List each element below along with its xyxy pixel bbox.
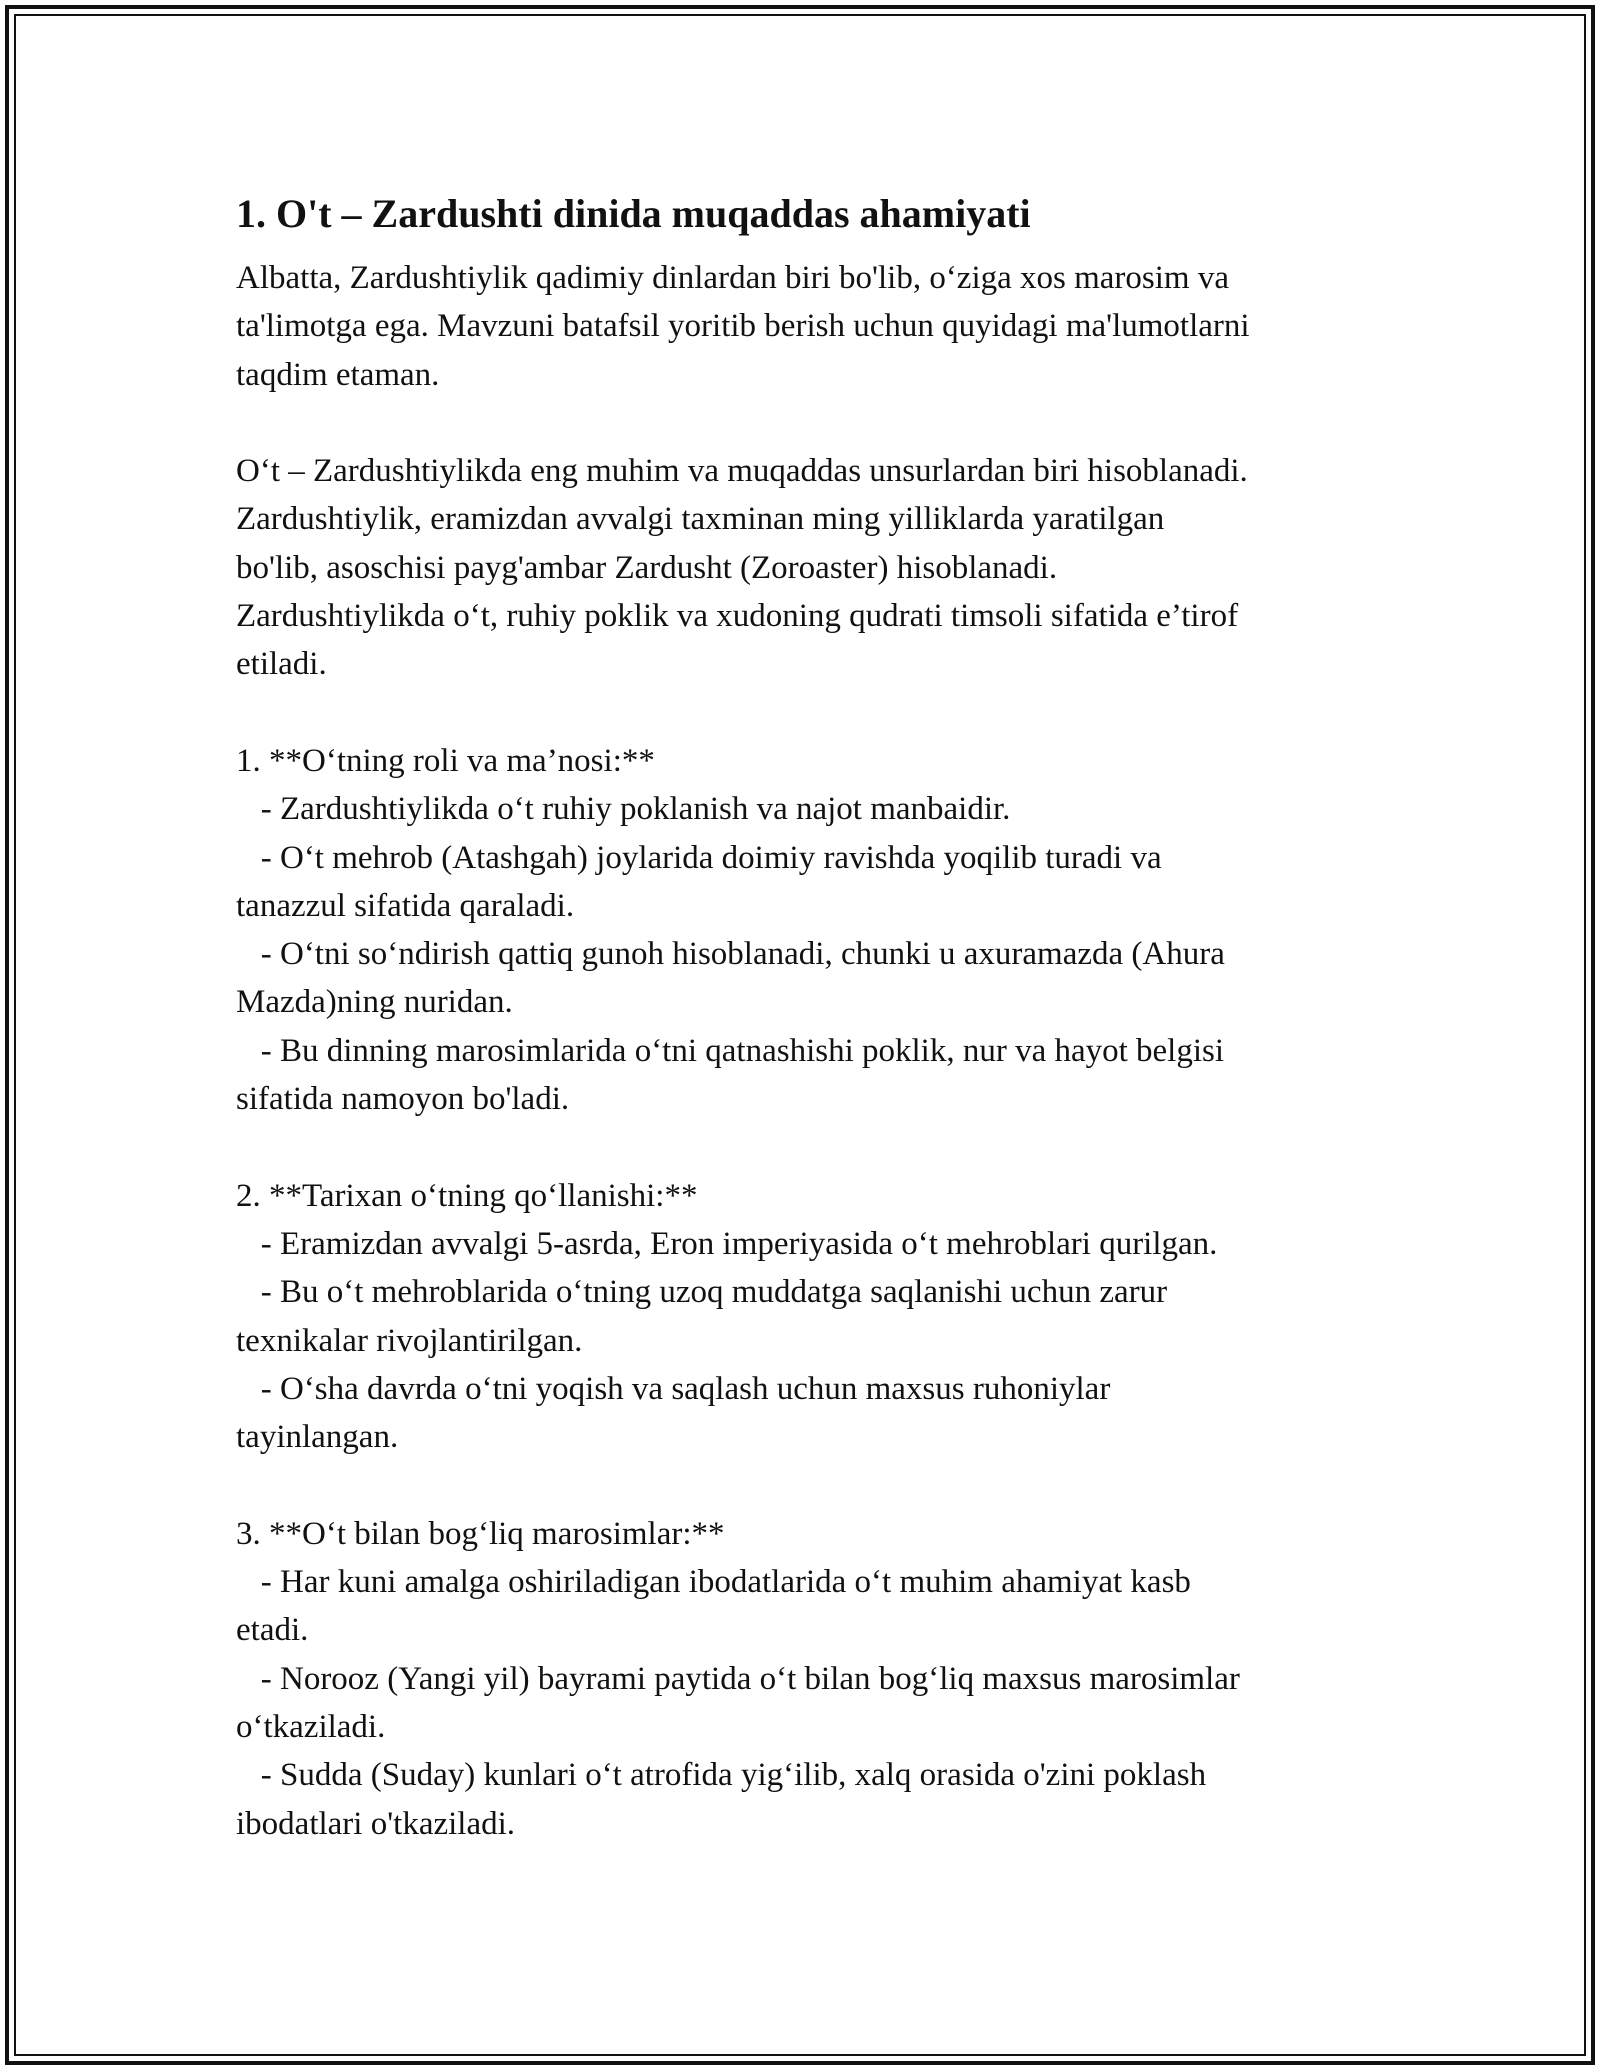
text-line: 3. **O‘t bilan bog‘liq marosimlar:** — [236, 1515, 725, 1552]
text-line: Zardushtiylik, eramizdan avvalgi taxminan ming yilliklarda yaratilgan — [236, 501, 1165, 538]
text-line: - O‘sha davrda o‘tni yoqish va saqlash uchun maxsus ruhoniylar — [236, 1370, 1111, 1407]
document-title: 1. O't – Zardushti dinida muqaddas ahamiyati — [236, 191, 1031, 236]
text-line: ibodatlari o'tkaziladi. — [236, 1805, 516, 1842]
text-line: Zardushtiylikda o‘t, ruhiy poklik va xudoning qudrati timsoli sifatida e’tirof — [236, 598, 1239, 635]
document-text — [236, 254, 1376, 1848]
document-body — [236, 186, 1376, 1848]
text-line: Mazda)ning nuridan. — [236, 984, 513, 1021]
text-line: - Norooz (Yangi yil) bayrami paytida o‘t bilan bog‘liq maxsus marosimlar — [236, 1660, 1240, 1697]
text-line: 2. **Tarixan o‘tning qo‘llanishi:** — [236, 1177, 698, 1214]
text-line: texnikalar rivojlantirilgan. — [236, 1322, 583, 1359]
text-line: - Bu dinning marosimlarida o‘tni qatnashishi poklik, nur va hayot belgisi — [236, 1032, 1225, 1069]
blank-line — [236, 1123, 1376, 1171]
text-line: - O‘t mehrob (Atashgah) joylarida doimiy ravishda yoqilib turadi va — [236, 839, 1162, 876]
text-line: ta'limotga ega. Mavzuni batafsil yoritib berish uchun quyidagi ma'lumotlarni — [236, 308, 1250, 345]
text-line: - Eramizdan avvalgi 5-asrda, Eron imperiyasida o‘t mehroblari qurilgan. — [236, 1225, 1218, 1262]
text-line: - Har kuni amalga oshiriladigan ibodatlarida o‘t muhim ahamiyat kasb — [236, 1564, 1191, 1601]
text-line: taqdim etaman. — [236, 356, 440, 393]
text-line: - Sudda (Suday) kunlari o‘t atrofida yig‘ilib, xalq orasida o'zini poklash — [236, 1757, 1207, 1794]
text-line: 1. **O‘tning roli va ma’nosi:** — [236, 742, 655, 779]
text-line: tayinlangan. — [236, 1419, 399, 1456]
text-line: Albatta, Zardushtiylik qadimiy dinlardan biri bo'lib, o‘ziga xos marosim va — [236, 260, 1229, 296]
text-line: - Zardushtiylikda o‘t ruhiy poklanish va najot manbaidir. — [236, 791, 1011, 828]
text-line: tanazzul sifatida qaraladi. — [236, 887, 575, 924]
text-line: O‘t – Zardushtiylikda eng muhim va muqaddas unsurlardan biri hisoblanadi. — [236, 453, 1248, 490]
text-line: - O‘tni so‘ndirish qattiq gunoh hisoblanadi, chunki u axuramazda (Ahura — [236, 936, 1225, 973]
text-line: etadi. — [236, 1612, 309, 1649]
blank-line — [236, 399, 1376, 447]
blank-line — [236, 689, 1376, 737]
text-line: sifatida namoyon bo'ladi. — [236, 1081, 570, 1118]
text-line: o‘tkaziladi. — [236, 1708, 386, 1745]
blank-line — [236, 1461, 1376, 1509]
text-line: bo'lib, asoschisi payg'ambar Zardusht (Zoroaster) hisoblanadi. — [236, 549, 1058, 586]
text-line: etiladi. — [236, 646, 327, 683]
text-line: - Bu o‘t mehroblarida o‘tning uzoq muddatga saqlanishi uchun zarur — [236, 1274, 1168, 1311]
